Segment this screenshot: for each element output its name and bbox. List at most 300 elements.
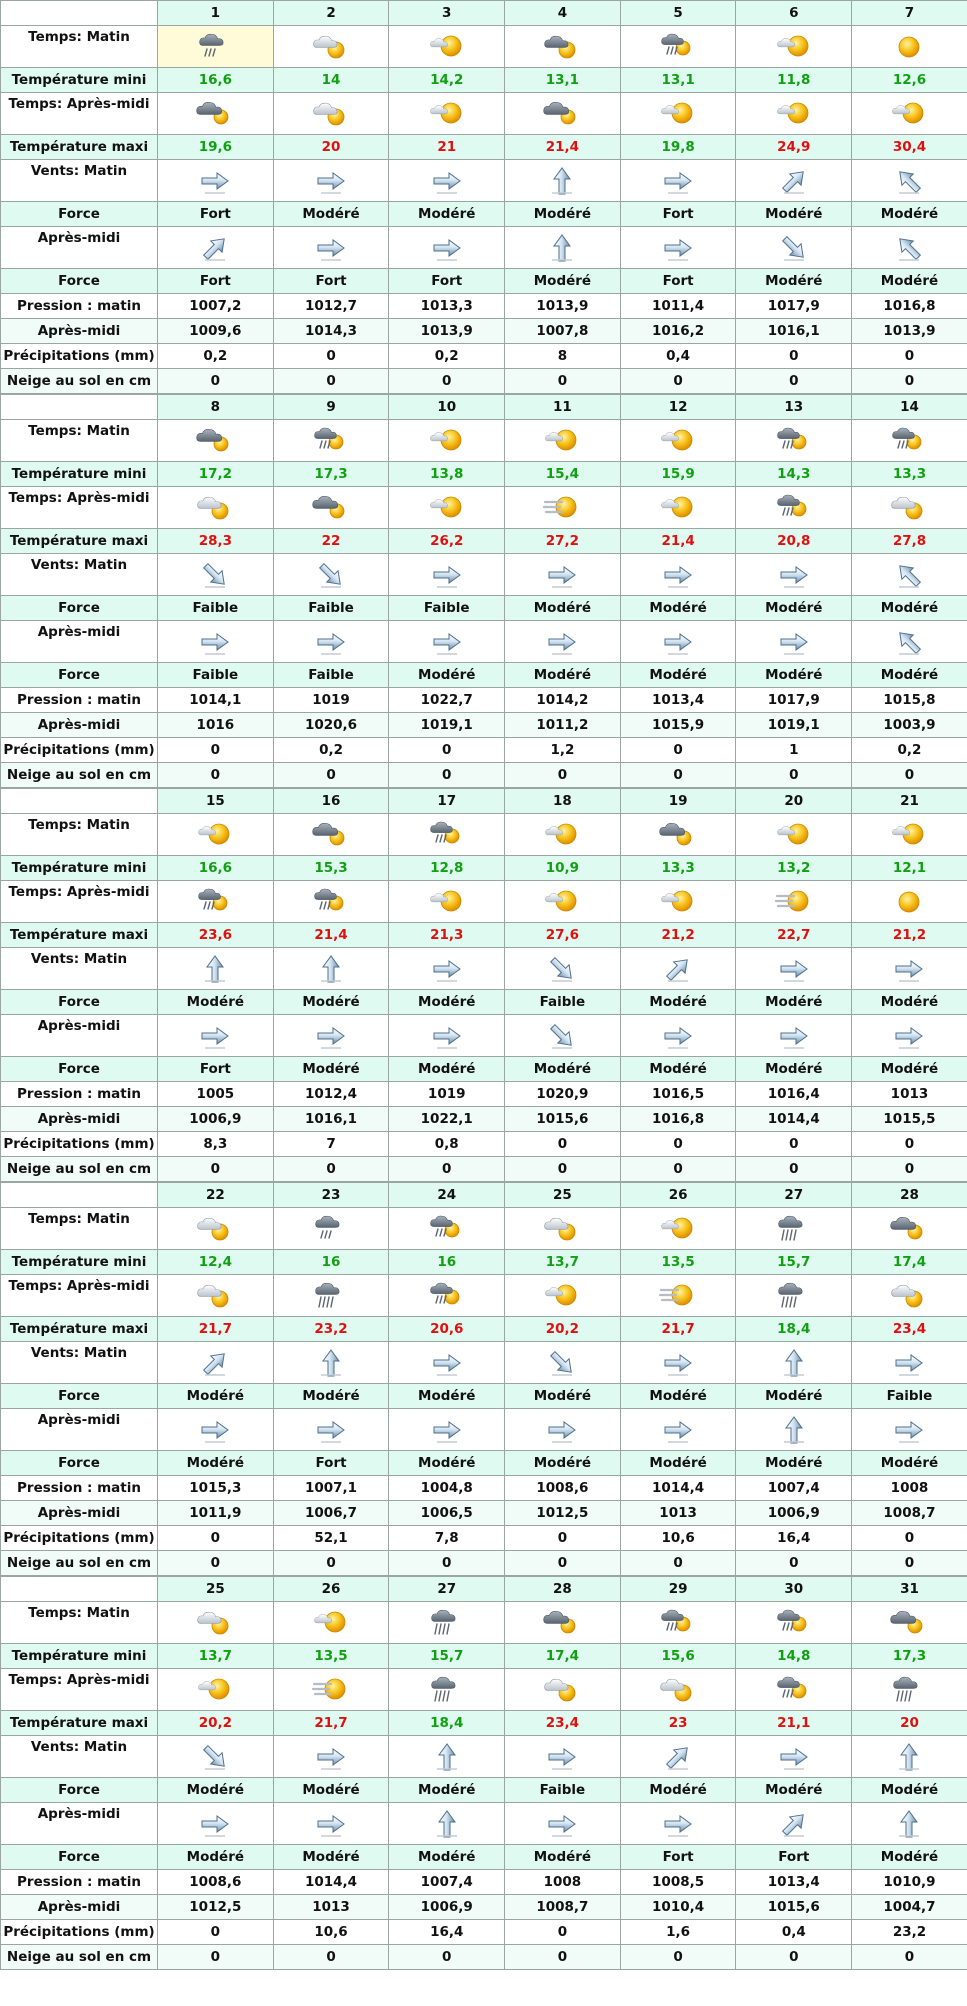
wind-cell [389,1342,505,1384]
weather-cell [852,420,967,462]
row-tmin [1,856,967,881]
temp-min-value: 12,8 [389,856,505,881]
wind-cell [620,621,736,663]
fog-sun-icon [658,1288,698,1304]
day-number: 12 [620,395,736,420]
row-tmax [1,529,967,554]
wind-arrow-icon [776,1749,812,1765]
wind-arrow-icon [891,240,927,256]
value-cell: 1007,4 [389,1870,505,1895]
wind-cell [389,1409,505,1451]
value-cell: 1005 [158,1082,274,1107]
wind-arrow-icon [660,240,696,256]
temp-max-value: 21,7 [158,1317,274,1342]
week-table [0,788,967,1182]
row-label: Précipitations (mm) [1,1920,158,1945]
temp-min-value: 12,1 [852,856,967,881]
value-cell: 1016,8 [852,294,967,319]
wind-arrow-icon [544,240,580,256]
weather-cell [158,1602,274,1644]
sun-cloud-icon [658,500,698,516]
wind-arrow-icon [197,961,233,977]
row-label: Après-midi [1,227,158,269]
rain-sun-icon [774,433,814,449]
row-precip [1,1526,967,1551]
temp-max-value: 27,2 [505,529,621,554]
value-cell: Modéré [158,990,274,1015]
wind-cell [620,227,736,269]
value-cell: 1006,9 [736,1501,852,1526]
fog-sun-icon [774,894,814,910]
row-label: Température mini [1,856,158,881]
wind-arrow-icon [544,1422,580,1438]
wind-cell [736,1803,852,1845]
weather-cell [389,1669,505,1711]
day-number: 2 [273,1,389,26]
row-snow [1,1157,967,1182]
row-wind_pm [1,621,967,663]
row-label: Température mini [1,1644,158,1669]
row-label: Temps: Après-midi [1,1275,158,1317]
value-cell: 0 [389,369,505,394]
corner-cell [1,1,158,26]
wind-cell [852,227,967,269]
sun-cloud-icon [427,39,467,55]
temp-max-value: 22,7 [736,923,852,948]
value-cell: 1019 [389,1082,505,1107]
wind-cell [736,621,852,663]
value-cell: 0 [273,1945,389,1970]
value-cell: Modéré [389,1057,505,1082]
row-p_pm [1,319,967,344]
value-cell: Fort [620,1845,736,1870]
wind-cell [852,554,967,596]
weather-cell [620,814,736,856]
weather-cell [852,26,967,68]
sun-cloud-icon [774,827,814,843]
value-cell: 1013 [620,1501,736,1526]
row-label: Force [1,1384,158,1409]
value-cell: 1006,9 [158,1107,274,1132]
day-number: 21 [852,789,967,814]
sun-cloud-icon [774,39,814,55]
wind-cell [620,1409,736,1451]
row-tmax [1,1711,967,1736]
weather-cell [620,420,736,462]
row-label: Température maxi [1,135,158,160]
temp-min-value: 13,5 [620,1250,736,1275]
weather-cell [736,26,852,68]
row-label: Température mini [1,68,158,93]
cloud-sun-dark-icon [542,39,582,55]
wind-arrow-icon [891,1028,927,1044]
weather-cell [273,1275,389,1317]
row-days [1,395,967,420]
temp-max-value: 20,6 [389,1317,505,1342]
value-cell: 1010,4 [620,1895,736,1920]
cloud-dark-icon [311,500,351,516]
weather-cell [273,487,389,529]
value-cell: Faible [852,1384,967,1409]
wind-cell [505,1015,621,1057]
row-label: Neige au sol en cm [1,369,158,394]
rain-heavy-icon [774,1221,814,1237]
row-days [1,789,967,814]
wind-cell [158,1015,274,1057]
wind-arrow-icon [313,173,349,189]
wind-arrow-icon [776,634,812,650]
cloud-dark-icon [542,1615,582,1631]
row-force_pm [1,663,967,688]
wind-arrow-icon [776,1028,812,1044]
value-cell: Faible [158,663,274,688]
weather-cell [852,1275,967,1317]
rain-sun-icon [195,894,235,910]
weather-cell [852,1669,967,1711]
weather-cell [273,26,389,68]
sun-cloud-icon [542,894,582,910]
row-snow [1,1551,967,1576]
value-cell: Modéré [620,990,736,1015]
corner-cell [1,395,158,420]
weather-cell [736,487,852,529]
value-cell: 1013,3 [389,294,505,319]
wind-arrow-icon [891,634,927,650]
sun-cloud-icon [195,827,235,843]
value-cell: 1022,1 [389,1107,505,1132]
value-cell: 0 [389,738,505,763]
weather-cell [505,1669,621,1711]
row-force_pm [1,1057,967,1082]
row-label: Température mini [1,1250,158,1275]
value-cell: Modéré [273,1057,389,1082]
value-cell: 52,1 [273,1526,389,1551]
value-cell: 0 [158,369,274,394]
value-cell: Fort [158,202,274,227]
cloud-sun-icon [311,106,351,122]
row-label: Après-midi [1,713,158,738]
value-cell: 1007,8 [505,319,621,344]
rain-heavy-icon [311,1288,351,1304]
temp-min-value: 15,4 [505,462,621,487]
row-wind_am [1,1342,967,1384]
value-cell: 1004,7 [852,1895,967,1920]
value-cell: 1020,6 [273,713,389,738]
wind-arrow-icon [313,1355,349,1371]
temp-max-value: 21,3 [389,923,505,948]
sun-cloud-icon [889,827,929,843]
weather-cell [389,881,505,923]
wind-cell [273,160,389,202]
sun-cloud-icon [542,827,582,843]
wind-cell [505,1736,621,1778]
temp-min-value: 13,1 [620,68,736,93]
value-cell: Modéré [620,596,736,621]
temp-min-value: 12,6 [852,68,967,93]
sun-cloud-icon [311,1615,351,1631]
weather-cell [158,1669,274,1711]
fog-sun-icon [542,500,582,516]
value-cell: 1016,1 [736,319,852,344]
value-cell: 1011,2 [505,713,621,738]
wind-cell [273,948,389,990]
value-cell: Modéré [505,663,621,688]
day-number: 26 [620,1183,736,1208]
row-wind_am [1,1736,967,1778]
row-wind_pm [1,1803,967,1845]
row-force_pm [1,1845,967,1870]
weather-cell [505,1602,621,1644]
value-cell: Modéré [273,1778,389,1803]
value-cell: Modéré [389,202,505,227]
value-cell: Modéré [852,202,967,227]
rain-sun-icon [427,827,467,843]
cloud-dark-icon [658,827,698,843]
rain-sun-icon [774,1682,814,1698]
wind-arrow-icon [660,1028,696,1044]
value-cell: Modéré [273,1384,389,1409]
wind-arrow-icon [544,1355,580,1371]
wind-cell [273,554,389,596]
value-cell: 0 [158,1157,274,1182]
value-cell: 1006,7 [273,1501,389,1526]
value-cell: Modéré [736,1778,852,1803]
wind-arrow-icon [197,1422,233,1438]
value-cell: 1016,5 [620,1082,736,1107]
sun-cloud-icon [427,433,467,449]
value-cell: 1017,9 [736,688,852,713]
value-cell: 1016,4 [736,1082,852,1107]
value-cell: 0 [852,1945,967,1970]
wind-arrow-icon [544,961,580,977]
wind-arrow-icon [429,1749,465,1765]
temp-max-value: 21,4 [505,135,621,160]
value-cell: 0 [736,1551,852,1576]
row-tmin [1,1644,967,1669]
row-wind_am [1,948,967,990]
value-cell: 1015,5 [852,1107,967,1132]
wind-arrow-icon [776,240,812,256]
rain-sun-icon [889,433,929,449]
value-cell: 1016,8 [620,1107,736,1132]
day-number: 31 [852,1577,967,1602]
weather-cell [505,420,621,462]
temp-min-value: 13,1 [505,68,621,93]
wind-cell [736,160,852,202]
wind-cell [620,160,736,202]
weather-cell [273,420,389,462]
wind-arrow-icon [313,240,349,256]
sun-cloud-icon [889,106,929,122]
row-label: Précipitations (mm) [1,1132,158,1157]
value-cell: 1019,1 [389,713,505,738]
value-cell: 1013 [852,1082,967,1107]
weather-cell [158,814,274,856]
value-cell: 8 [505,344,621,369]
value-cell: 0 [852,1132,967,1157]
temp-max-value: 19,6 [158,135,274,160]
weather-cell [158,1275,274,1317]
wind-cell [389,1015,505,1057]
row-p_am [1,1476,967,1501]
value-cell: 16,4 [736,1526,852,1551]
rain-sun-icon [774,500,814,516]
value-cell: 0,2 [389,344,505,369]
wind-cell [620,554,736,596]
cloud-sun-icon [195,1221,235,1237]
value-cell: 1015,9 [620,713,736,738]
week-table [0,394,967,788]
temp-min-value: 17,3 [273,462,389,487]
value-cell: Fort [158,269,274,294]
cloud-sun-icon [195,1288,235,1304]
row-precip [1,1920,967,1945]
value-cell: 0 [273,763,389,788]
value-cell: 0 [158,738,274,763]
temp-max-value: 28,3 [158,529,274,554]
week-table [0,0,967,394]
corner-cell [1,789,158,814]
value-cell: 0 [620,1551,736,1576]
wind-arrow-icon [891,173,927,189]
value-cell: Modéré [389,1384,505,1409]
row-label: Précipitations (mm) [1,738,158,763]
sun-cloud-icon [195,1682,235,1698]
temp-max-value: 18,4 [736,1317,852,1342]
weather-cell [852,93,967,135]
wind-arrow-icon [429,634,465,650]
row-label: Temps: Après-midi [1,881,158,923]
rain-light-icon [195,39,235,55]
temp-max-value: 21,7 [273,1711,389,1736]
value-cell: 0 [505,763,621,788]
wind-arrow-icon [660,1816,696,1832]
value-cell: Modéré [736,202,852,227]
weather-cell [273,1669,389,1711]
day-number: 6 [736,1,852,26]
temp-max-value: 23 [620,1711,736,1736]
row-label: Temps: Après-midi [1,1669,158,1711]
wind-cell [852,1342,967,1384]
day-number: 13 [736,395,852,420]
value-cell: 1008,7 [852,1501,967,1526]
wind-arrow-icon [313,961,349,977]
rain-heavy-icon [889,1682,929,1698]
wind-cell [389,160,505,202]
row-p_am [1,1082,967,1107]
cloud-dark-icon [311,827,351,843]
wind-arrow-icon [544,567,580,583]
wind-arrow-icon [429,961,465,977]
wind-arrow-icon [776,1422,812,1438]
wind-arrow-icon [891,1422,927,1438]
wind-cell [852,1736,967,1778]
value-cell: 7,8 [389,1526,505,1551]
weather-cell [852,487,967,529]
value-cell: 0 [736,1132,852,1157]
row-wind_pm [1,1409,967,1451]
temp-min-value: 17,3 [852,1644,967,1669]
value-cell: Modéré [389,1845,505,1870]
rain-sun-icon [774,1615,814,1631]
value-cell: Modéré [273,990,389,1015]
value-cell: 0 [505,1157,621,1182]
wind-cell [158,160,274,202]
weather-cell [389,487,505,529]
row-wind_pm [1,227,967,269]
cloud-sun-icon [658,1682,698,1698]
value-cell: Modéré [620,1384,736,1409]
value-cell: 0 [736,344,852,369]
row-label: Neige au sol en cm [1,1551,158,1576]
value-cell: 0,4 [736,1920,852,1945]
row-label: Pression : matin [1,294,158,319]
temp-max-value: 27,8 [852,529,967,554]
row-label: Après-midi [1,621,158,663]
cloud-dark-icon [889,1221,929,1237]
weather-cell [620,1275,736,1317]
wind-cell [273,621,389,663]
value-cell: 1012,7 [273,294,389,319]
day-number: 26 [273,1577,389,1602]
wind-cell [852,621,967,663]
weather-cell [852,814,967,856]
value-cell: 1016 [158,713,274,738]
temp-max-value: 19,8 [620,135,736,160]
wind-cell [736,1342,852,1384]
value-cell: Modéré [852,596,967,621]
row-label: Après-midi [1,1803,158,1845]
row-label: Neige au sol en cm [1,763,158,788]
value-cell: 1017,9 [736,294,852,319]
value-cell: 0 [620,1945,736,1970]
value-cell: 1014,4 [620,1476,736,1501]
row-label: Force [1,596,158,621]
wind-cell [736,948,852,990]
value-cell: 7 [273,1132,389,1157]
row-sky_am [1,420,967,462]
weather-cell [158,26,274,68]
value-cell: Modéré [389,1451,505,1476]
value-cell: Fort [620,202,736,227]
row-tmax [1,135,967,160]
value-cell: 1008,6 [505,1476,621,1501]
value-cell: 0 [158,763,274,788]
value-cell: Faible [505,1778,621,1803]
wind-cell [852,948,967,990]
row-label: Vents: Matin [1,1736,158,1778]
temp-min-value: 16,6 [158,68,274,93]
sun-cloud-icon [427,500,467,516]
value-cell: 1014,4 [736,1107,852,1132]
day-number: 10 [389,395,505,420]
row-p_pm [1,1107,967,1132]
cloud-dark-icon [195,106,235,122]
row-label: Neige au sol en cm [1,1157,158,1182]
value-cell: 0 [852,1551,967,1576]
row-label: Après-midi [1,1409,158,1451]
value-cell: 0 [158,1526,274,1551]
day-number: 7 [852,1,967,26]
wind-cell [620,1342,736,1384]
row-label: Température mini [1,462,158,487]
row-label: Force [1,990,158,1015]
row-label: Pression : matin [1,1870,158,1895]
weather-cell [505,881,621,923]
wind-arrow-icon [313,634,349,650]
row-snow [1,763,967,788]
weather-cell [389,1275,505,1317]
